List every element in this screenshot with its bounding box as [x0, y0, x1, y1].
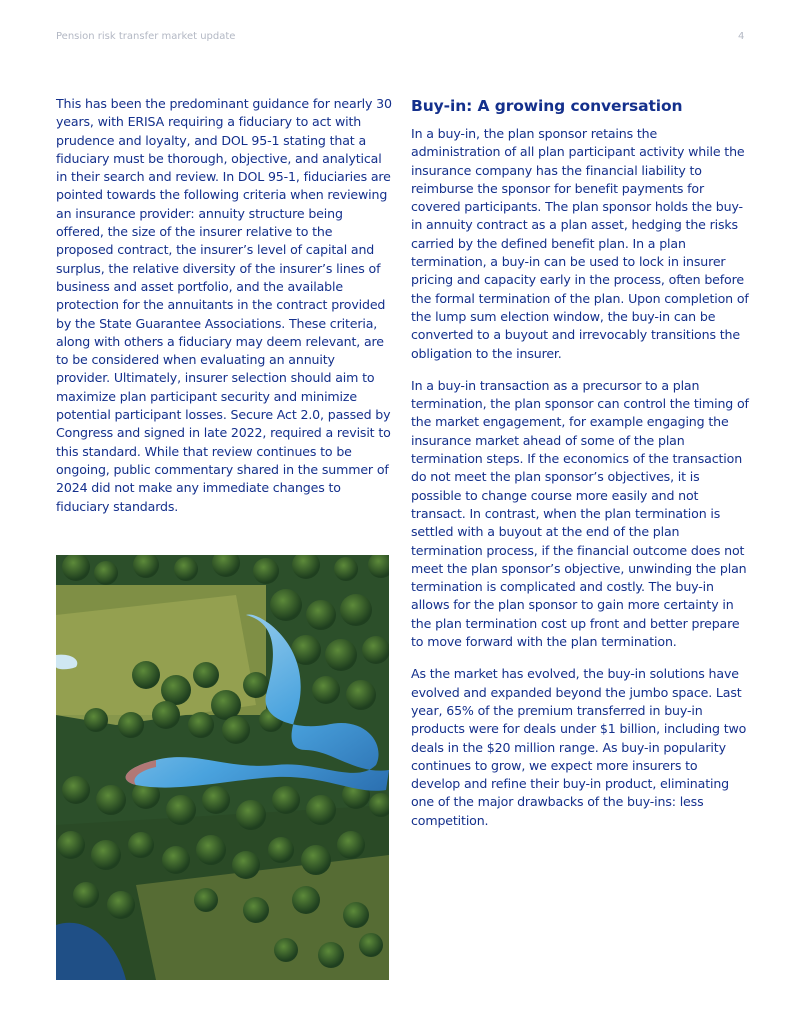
aerial-river-forest-photo [56, 555, 389, 980]
buy-in-paragraph-3: As the market has evolved, the buy-in solutions have evolved and expanded beyond the jumbo space. Last year, 65% of the premium transferred in buy-in products were for deals under $1 billion, including two deals in the $20 million range. As buy-in popularity continues to grow, we expect more insurers to develop and refine their buy-in product, eliminating one of the major drawbacks of the buy-ins: less competition. [411, 666, 747, 828]
fiduciary-guidance-paragraph: This has been the predominant guidance for nearly 30 years, with ERISA requiring a fiduciary to act with prudence and loyalty, and DOL 95-1 stating that a fiduciary must be thorough, objective, and analytical in their search and review. In DOL 95-1, fiduciaries are pointed towards the following criteria when reviewing an insurance provider: annuity structure being offered, the size of the insurer relative to the proposed contract, the insurer’s level of capital and surplus, the relative diversity of the insurer’s lines of business and asset portfolio, and the available protection for the annuitants in the contract provided by the State Guarantee Associations. These criteria, along with others a fiduciary may deem relevant, are to be considered when evaluating an annuity provider. Ultimately, insurer selection should aim to maximize plan participant security and minimize potential participant losses. Secure Act 2.0, passed by Congress and signed in late 2022, required a revisit to this standard. While that review continues to be ongoing, public commentary shared in the summer of 2024 did not make any immediate changes to fiduciary standards. [56, 96, 392, 514]
running-title: Pension risk transfer market update [56, 31, 236, 42]
section-heading: Buy-in: A growing conversation [411, 97, 683, 115]
left-column [56, 95, 392, 516]
buy-in-paragraph-2: In a buy-in transaction as a precursor to a plan termination, the plan sponsor can control the timing of the market engagement, for example engaging the insurance market ahead of some of the plan termination steps. If the economics of the transaction do not meet the plan sponsor’s objectives, it is possible to change course more easily and not transact. In contrast, when the plan termination is settled with a buyout at the end of the plan termination process, if the financial outcome does not meet the plan sponsor’s objective, unwinding the plan termination is complicated and costly. The buy-in allows for the plan sponsor to gain more certainty in the plan termination cost up front and better prepare to move forward with the plan termination. [411, 377, 749, 650]
right-column [411, 95, 749, 844]
buy-in-paragraph-1: In a buy-in, the plan sponsor retains the administration of all plan participant activity while the insurance company has the financial liability to reimburse the sponsor for benefit payments for covered participants. The plan sponsor holds the buy-in annuity contract as a plan asset, hedging the risks carried by the defined benefit plan. In a plan termination, a buy-in can be used to lock in insurer pricing and capacity early in the process, often before the formal termination of the plan. Upon completion of the lump sum election window, the buy-in can be converted to a buyout and irrevocably transitions the obligation to the insurer. [411, 126, 749, 361]
page-number: 4 [738, 31, 745, 42]
